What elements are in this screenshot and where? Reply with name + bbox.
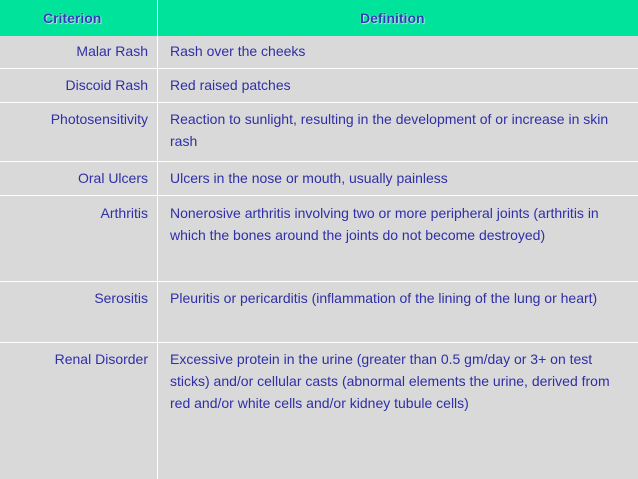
table-header [0,0,638,36]
row-definition: Reaction to sunlight, resulting in the development of or increase in skin rash [170,111,609,149]
table-row [0,103,638,162]
header-criterion: Criterion [43,10,102,26]
row-criterion: Arthritis [100,205,148,221]
row-criterion: Serositis [94,290,148,306]
row-criterion: Discoid Rash [65,77,148,93]
table-row [0,282,638,343]
row-definition: Rash over the cheeks [170,43,306,59]
row-definition: Excessive protein in the urine (greater than 0.5 gm/day or 3+ on test sticks) and/or cellular casts (abnormal elements the urine, derived from red and/or white cells and/or kidney tubule cells) [170,351,610,411]
row-criterion: Malar Rash [76,43,148,59]
table-row [0,162,638,196]
row-criterion: Photosensitivity [50,111,148,127]
row-definition: Ulcers in the nose or mouth, usually painless [170,170,448,186]
header-definition: Definition [360,10,425,26]
table-row [0,69,638,103]
row-criterion: Oral Ulcers [77,170,148,186]
row-definition: Nonerosive arthritis involving two or more peripheral joints (arthritis in which the bones around the joints do not become destroyed) [170,205,599,243]
table-row [0,196,638,282]
row-criterion: Renal Disorder [54,351,148,367]
row-definition: Red raised patches [170,77,291,93]
table-row [0,36,638,69]
row-definition: Pleuritis or pericarditis (inflammation of the lining of the lung or heart) [170,290,598,306]
table-row [0,343,638,479]
